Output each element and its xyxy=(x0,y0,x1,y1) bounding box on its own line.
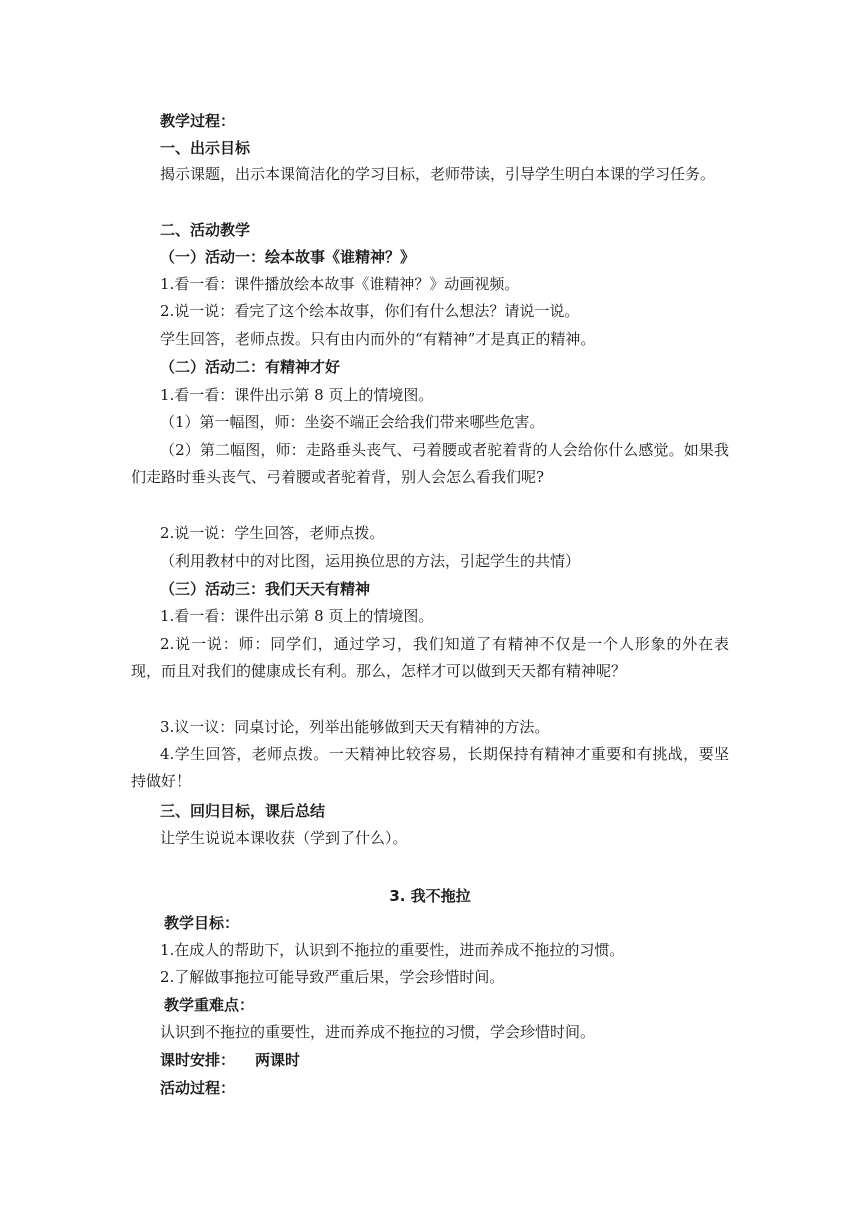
lesson-schedule xyxy=(160,1049,300,1071)
lesson-key-heading: 教学重难点： xyxy=(164,996,255,1014)
lesson-title: 3. 我不拖拉 xyxy=(389,887,471,905)
activity1-note: 学生回答，老师点拨。只有由内而外的“有精神”才是真正的精神。 xyxy=(160,330,596,348)
activity1-step2: 2.说一说：看完了这个绘本故事，你们有什么想法？请说一说。 xyxy=(160,302,580,320)
activity3-step2: 2.说一说：师：同学们，通过学习，我们知道了有精神不仅是一个人形象的外在表现，而且对我们的健康成长有利。那么，怎样才可以做到天天都有精神呢？ xyxy=(131,635,729,680)
paragraph-show-goals: 揭示课题，出示本课简洁化的学习目标，老师带读，引导学生明白本课的学习任务。 xyxy=(160,165,716,183)
activity2-note: （利用教材中的对比图，运用换位思的方法，引起学生的共情） xyxy=(160,552,581,570)
activity2-picture2: （2）第二幅图，师：走路垂头丧气、弓着腰或者驼着背的人会给你什么感觉。如果我们走路时垂头丧气、弓着腰或者驼着背，别人会怎么看我们呢? xyxy=(131,441,729,486)
heading-show-goals: 一、出示目标 xyxy=(160,139,251,157)
heading-activity-teaching: 二、活动教学 xyxy=(160,221,251,239)
schedule-value: 两课时 xyxy=(255,1051,301,1069)
lesson-goal-1: 1.在成人的帮助下，认识到不拖拉的重要性，进而养成不拖拉的习惯。 xyxy=(160,941,625,959)
activity2-picture1: （1）第一幅图，师：坐姿不端正会给我们带来哪些危害。 xyxy=(160,413,545,431)
activity3-step3: 3.议一议：同桌讨论，列举出能够做到天天有精神的方法。 xyxy=(160,718,550,736)
paragraph-summary: 让学生说说本课收获（学到了什么）。 xyxy=(160,829,408,847)
schedule-label: 课时安排： xyxy=(160,1051,236,1069)
activity1-title: （一）活动一：绘本故事《谁精神？》 xyxy=(160,248,416,266)
activity1-step1: 1.看一看：课件播放绘本故事《谁精神？》动画视频。 xyxy=(160,275,520,293)
lesson-key-text: 认识到不拖拉的重要性，进而养成不拖拉的习惯，学会珍惜时间。 xyxy=(160,1023,596,1041)
process-heading: 教学过程： xyxy=(160,112,236,130)
activity2-step1: 1.看一看：课件出示第 8 页上的情境图。 xyxy=(160,386,434,404)
activity3-step1: 1.看一看：课件出示第 8 页上的情境图。 xyxy=(160,607,434,625)
activity3-step4: 4.学生回答，老师点拨。一天精神比较容易，长期保持有精神才重要和有挑战，要坚持做好！ xyxy=(131,745,729,790)
activity2-step2: 2.说一说：学生回答，老师点拨。 xyxy=(160,524,385,542)
activity3-title: （三）活动三：我们天天有精神 xyxy=(160,580,371,598)
lesson-goals-heading: 教学目标： xyxy=(164,914,240,932)
heading-summary: 三、回归目标，课后总结 xyxy=(160,802,326,820)
activity2-title: （二）活动二：有精神才好 xyxy=(160,358,341,376)
lesson-goal-2: 2.了解做事拖拉可能导致严重后果，学会珍惜时间。 xyxy=(160,968,505,986)
lesson-process-heading: 活动过程： xyxy=(160,1079,236,1097)
